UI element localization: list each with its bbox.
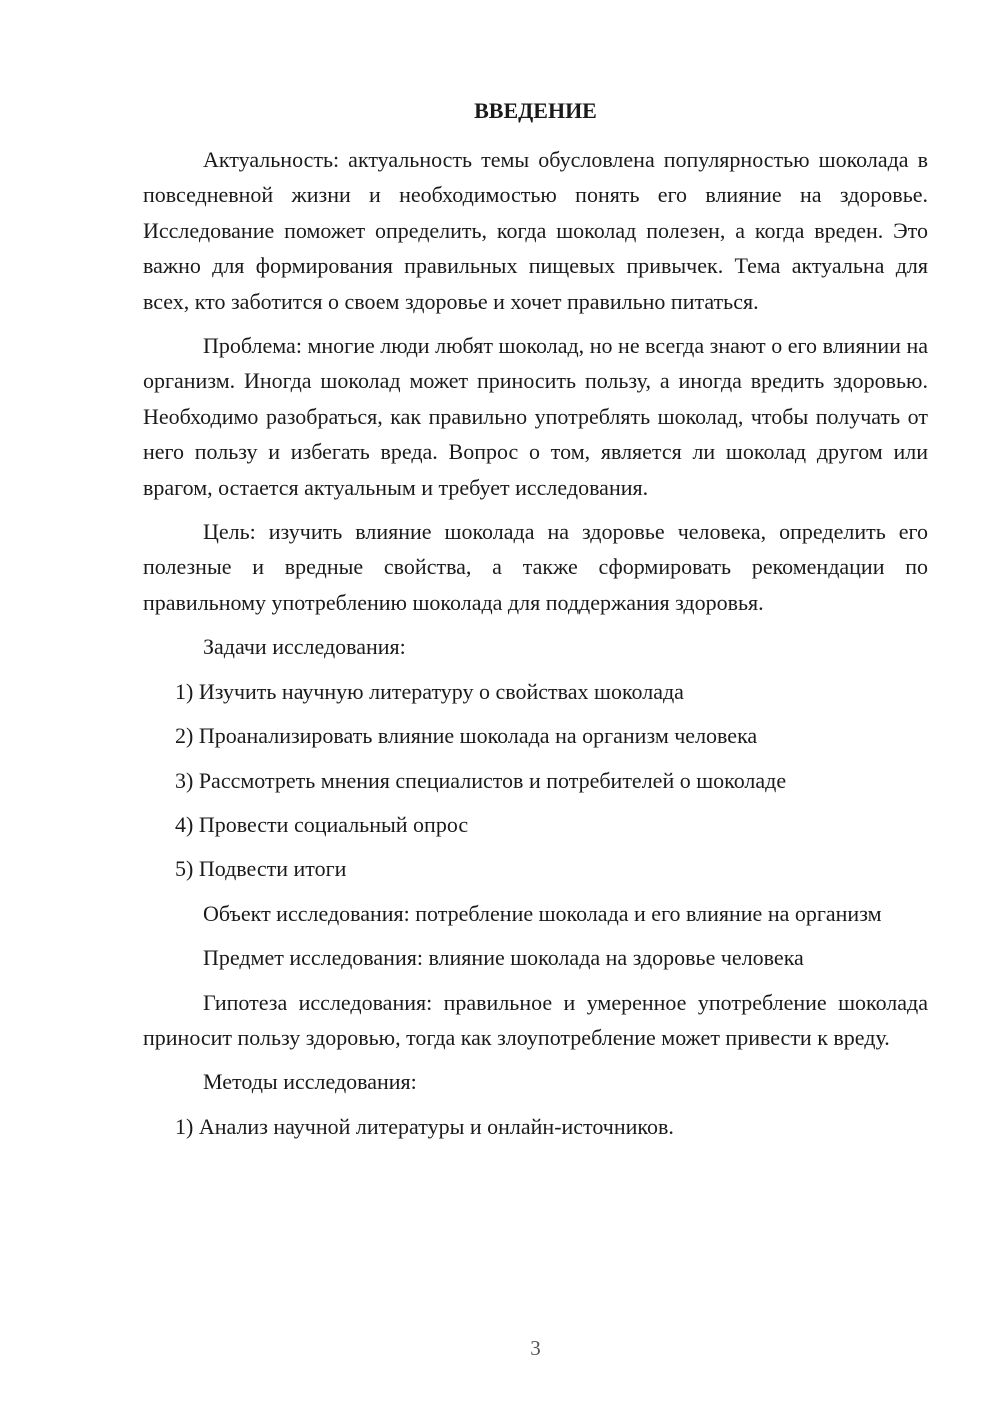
task-item: 5) Подвести итоги — [175, 856, 347, 882]
tasks-heading: Задачи исследования: — [203, 634, 406, 660]
task-item: 4) Провести социальный опрос — [175, 811, 469, 837]
section-title: ВВЕДЕНИЕ — [474, 98, 597, 123]
document-page — [143, 0, 928, 1414]
paragraph-subject: Предмет исследования: влияние шоколада на здоровье человека — [203, 945, 804, 971]
paragraph-relevance: Актуальность: актуальность темы обусловлена популярностью шоколада в повседневной жизни и необходимостью понять его влияние на здоровье. Исследование поможет определить, когда шоколад полезен, а когда вреден. Это важно для формирования правильных пищевых привычек. Тема актуальна для всех, кто заботится о своем здоровье и хочет правильно питаться. — [143, 147, 928, 314]
methods-heading: Методы исследования: — [203, 1069, 417, 1095]
task-item: 3) Рассмотреть мнения специалистов и потребителей о шоколаде — [175, 767, 787, 793]
page-number: 3 — [530, 1336, 541, 1360]
document-body — [143, 142, 928, 1153]
paragraph-hypothesis: Гипотеза исследования: правильное и умеренное употребление шоколада приносит пользу здоровью, тогда как злоупотребление может привести к вреду. — [143, 989, 928, 1050]
method-item: 1) Анализ научной литературы и онлайн-источников. — [175, 1113, 674, 1139]
task-item: 1) Изучить научную литературу о свойствах шоколада — [175, 678, 684, 704]
task-item: 2) Проанализировать влияние шоколада на организм человека — [175, 723, 758, 749]
paragraph-goal: Цель: изучить влияние шоколада на здоровье человека, определить его полезные и вредные свойства, а также сформировать рекомендации по правильному употреблению шоколада для поддержания здоровья. — [143, 519, 928, 615]
paragraph-problem: Проблема: многие люди любят шоколад, но не всегда знают о его влиянии на организм. Иногда шоколад может приносить пользу, а иногда вредить здоровью. Необходимо разобраться, как правильно употреблять шоколад, чтобы получать от него пользу и избегать вреда. Вопрос о том, является ли шоколад другом или врагом, остается актуальным и требует исследования. — [143, 333, 928, 500]
paragraph-object: Объект исследования: потребление шоколада и его влияние на организм — [203, 900, 882, 926]
